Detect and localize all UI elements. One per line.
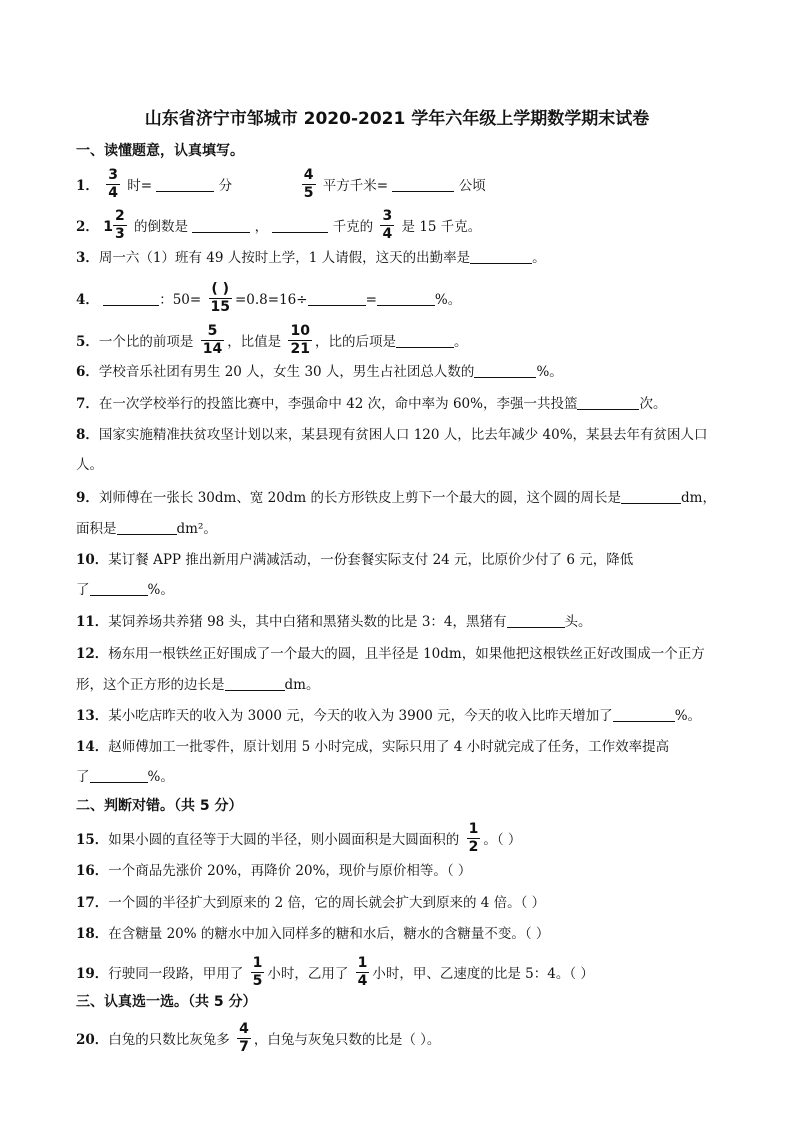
fraction: $\frac{1}{2}$ (468, 821, 479, 855)
answer-blank[interactable] (156, 177, 214, 192)
page-title: 山东省济宁市邹城市 2020-2021 学年六年级上学期数学期末试卷 (144, 109, 650, 129)
fraction: $\frac{1}{4}$ (357, 955, 368, 989)
question-2: 2． 1 $\frac{2}{3}$ 的倒数是 ， 千克的 $\frac{3}{4}$ 是 15 千克。 (76, 208, 482, 242)
question-10: 10．某订餐 APP 推出新用户满减活动，一份套餐实际支付 24 元，比原价少付了 6 元，降低 (76, 552, 634, 568)
answer-blank[interactable] (613, 707, 675, 722)
question-7: 7．在一次学校举行的投篮比赛中，李强命中 42 次，命中率为 60%，李强一共投篮 次。 (76, 396, 667, 412)
question-1: 1． $\frac{3}{4}$ 时= 分 $\frac{4}{5}$ 平方千米= 公顷 (76, 167, 486, 201)
question-18: 18．在含糖量 20% 的糖水中加入同样多的糖和水后，糖水的含糖量不变。（ ） (76, 926, 550, 942)
question-number: 7． (76, 396, 99, 412)
question-20: 20．白兔的只数比灰兔多 $\frac{4}{7}$ ，白兔与灰兔只数的比是（ ）。 (76, 1021, 441, 1055)
question-4: 4． ：50= $\frac{( )}{15}$ =0.8=16÷ = %。 (76, 281, 462, 315)
question-number: 4． (76, 292, 99, 308)
question-5: 5．一个比的前项是 $\frac{5}{14}$ ，比值是 $\frac{10}{21}$ ，比的后项是 。 (76, 323, 468, 357)
answer-blank[interactable] (577, 395, 639, 410)
answer-blank[interactable] (90, 768, 148, 783)
fraction: $\frac{4}{7}$ (239, 1021, 249, 1055)
answer-blank[interactable] (474, 363, 536, 378)
question-3: 3．周一六（1）班有 49 人按时上学，1 人请假，这天的出勤率是 。 (76, 250, 546, 266)
question-number: 13． (76, 708, 109, 724)
question-14: 14．赵师傅加工一批零件，原计划用 5 小时完成，实际只用了 4 小时就完成了任务，工作效率提高 (76, 739, 670, 755)
question-9-cont: 面积是 dm²。 (76, 521, 217, 537)
question-number: 8． (76, 427, 99, 443)
answer-blank[interactable] (272, 218, 328, 233)
fraction: $\frac{3}{4}$ (108, 167, 118, 201)
question-number: 16． (76, 863, 109, 879)
fraction: $\frac{10}{21}$ (290, 323, 310, 357)
question-number: 19． (76, 966, 109, 982)
question-8: 8．国家实施精准扶贫攻坚计划以来，某县现有贫困人口 120 人，比去年减少 40%，某县去年有贫困人口 (76, 427, 708, 443)
question-6: 6．学校音乐社团有男生 20 人，女生 30 人，男生占社团总人数的 %。 (76, 364, 563, 380)
question-12-cont: 形，这个正方形的边长是 dm。 (76, 677, 320, 693)
answer-blank[interactable] (192, 218, 250, 233)
question-15: 15．如果小圆的直径等于大圆的半径，则小圆面积是大圆面积的 $\frac{1}{2}$ 。（ ） (76, 821, 522, 855)
section-2-heading: 二、判断对错。（共 5 分） (76, 798, 243, 814)
question-16: 16．一个商品先涨价 20%，再降价 20%，现价与原价相等。（ ） (76, 863, 472, 879)
question-9: 9．刘师傅在一张长 30dm、宽 20dm 的长方形铁皮上剪下一个最大的圆，这个圆的周长是 dm， (76, 490, 716, 506)
question-19: 19．行驶同一段路，甲用了 $\frac{1}{5}$ 小时，乙用了 $\frac{1}{4}$ 小时，甲、乙速度的比是 5：4。（ ） (76, 955, 594, 989)
question-number: 6． (76, 364, 99, 380)
question-number: 3． (76, 250, 99, 266)
fraction: $\frac{2}{3}$ (114, 208, 125, 242)
answer-blank[interactable] (308, 291, 366, 306)
question-number: 17． (76, 895, 109, 911)
answer-blank[interactable] (117, 520, 177, 535)
answer-blank[interactable] (396, 333, 454, 348)
question-10-cont: 了 %。 (76, 582, 174, 598)
question-number: 20． (76, 1032, 109, 1048)
answer-blank[interactable] (377, 291, 435, 306)
fraction: $\frac{5}{14}$ (202, 323, 223, 357)
answer-blank[interactable] (392, 177, 454, 192)
question-number: 11． (76, 614, 109, 630)
question-number: 1． (76, 178, 99, 194)
question-number: 10． (76, 552, 109, 568)
question-number: 14． (76, 739, 109, 755)
answer-blank[interactable] (470, 249, 532, 264)
fraction: $\frac{( )}{15}$ (210, 281, 230, 315)
fraction: $\frac{3}{4}$ (382, 208, 393, 242)
section-3-heading: 三、认真选一选。（共 5 分） (76, 994, 257, 1010)
question-12: 12．杨东用一根铁丝正好围成了一个最大的圆，且半径是 10dm，如果他把这根铁丝正好改围成一个正方 (76, 646, 705, 662)
question-13: 13．某小吃店昨天的收入为 3000 元，今天的收入为 3900 元，今天的收入比昨天增加了 %。 (76, 708, 702, 724)
section-1-heading: 一、读懂题意，认真填写。 (76, 143, 244, 159)
answer-blank[interactable] (621, 489, 681, 504)
question-number: 9． (76, 490, 99, 506)
answer-blank[interactable] (103, 291, 159, 306)
question-8-cont: 人。 (76, 457, 103, 473)
question-number: 18． (76, 926, 109, 942)
fraction: $\frac{4}{5}$ (303, 167, 314, 201)
question-number: 15． (76, 832, 109, 848)
question-11: 11．某饲养场共养猪 98 头，其中白猪和黑猪头数的比是 3：4，黑猪有 头。 (76, 614, 592, 630)
question-number: 5． (76, 334, 99, 350)
question-number: 2． (76, 219, 99, 235)
question-14-cont: 了 %。 (76, 769, 174, 785)
fraction: $\frac{1}{5}$ (252, 955, 263, 989)
answer-blank[interactable] (225, 676, 285, 691)
answer-blank[interactable] (507, 613, 565, 628)
answer-blank[interactable] (90, 581, 148, 596)
question-17: 17．一个圆的半径扩大到原来的 2 倍，它的周长就会扩大到原来的 4 倍。（ ） (76, 895, 546, 911)
question-number: 12． (76, 646, 109, 662)
